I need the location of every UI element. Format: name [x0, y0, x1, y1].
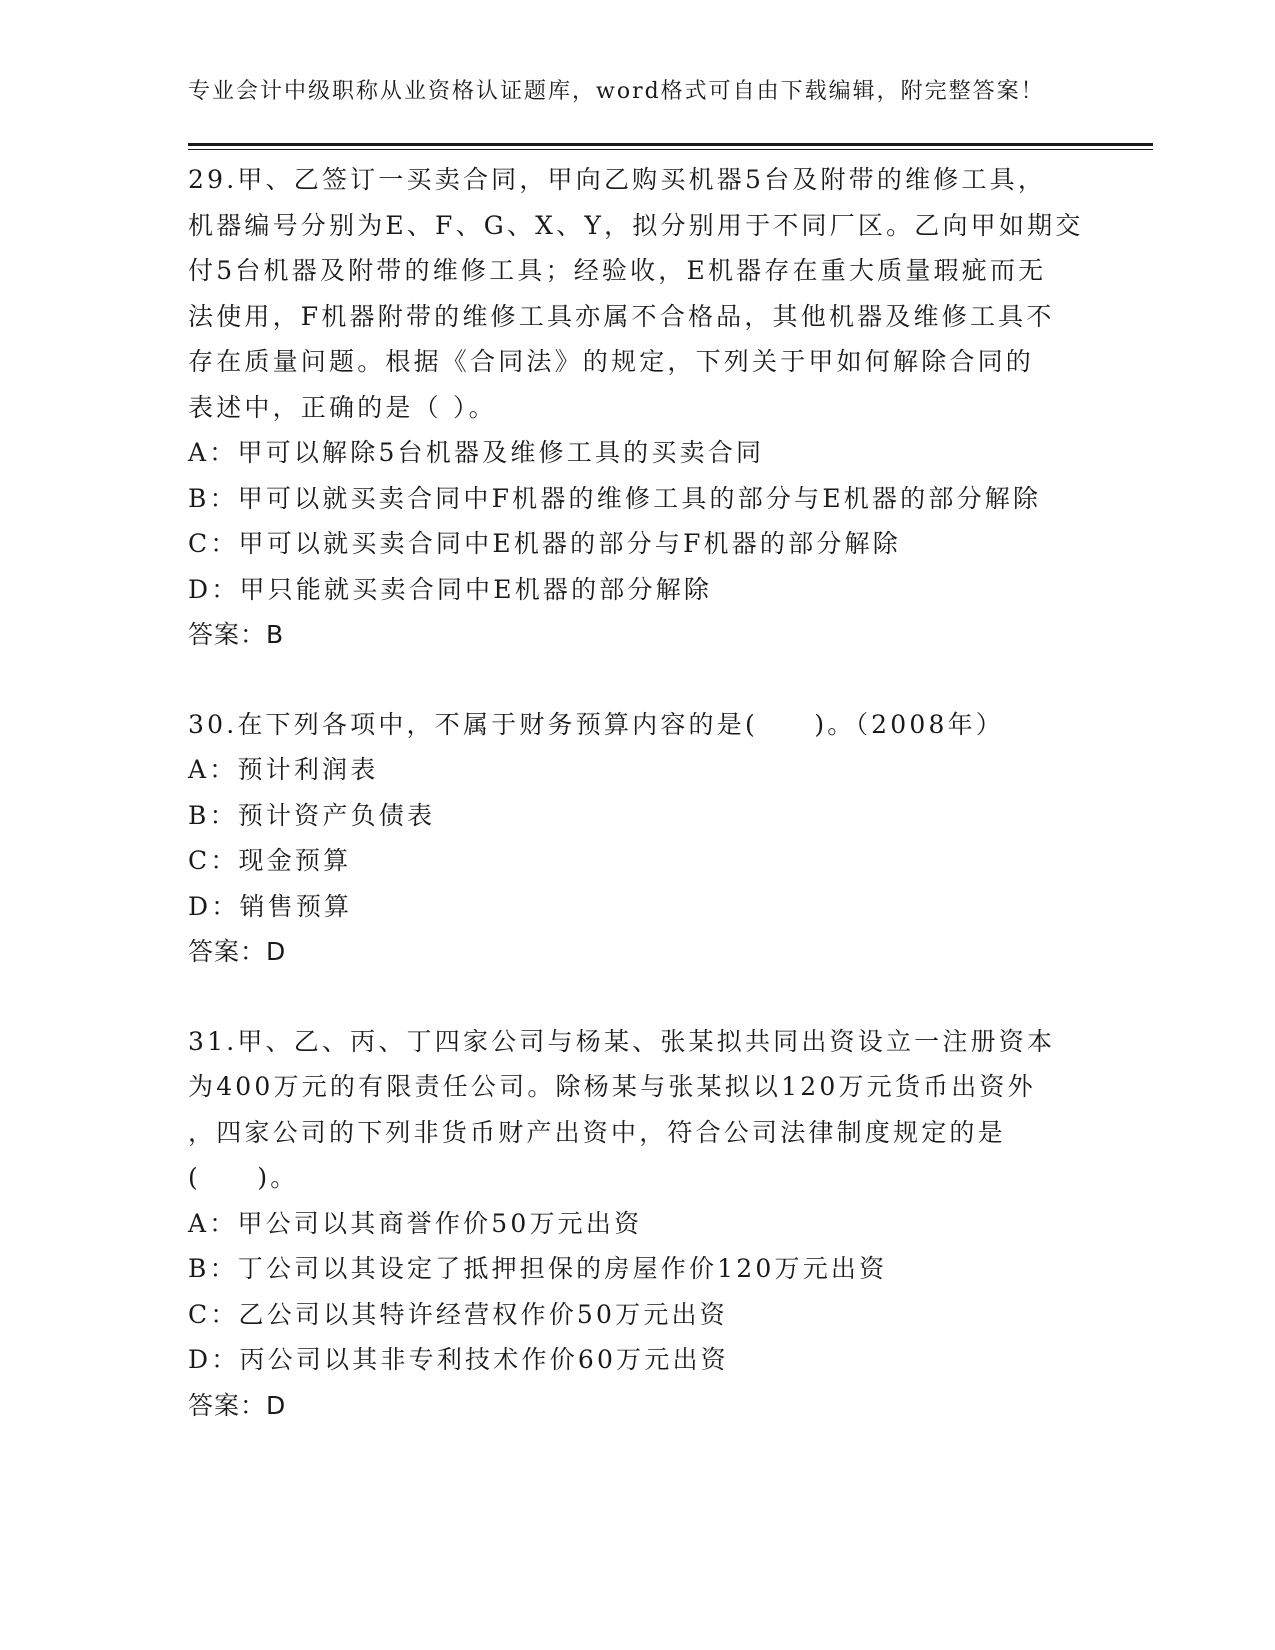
question-29 [188, 157, 1088, 658]
option-d: D：丙公司以其非专利技术作价60万元出资 [188, 1345, 729, 1374]
answer-label: 答案：D [188, 937, 287, 966]
option-b: B：丁公司以其设定了抵押担保的房屋作价120万元出资 [188, 1254, 888, 1283]
question-stem-line: 法使用，F机器附带的维修工具亦属不合格品，其他机器及维修工具不 [188, 301, 1055, 331]
question-stem-line: 付5台机器及附带的维修工具；经验收，E机器存在重大质量瑕疵而无 [188, 256, 1047, 285]
question-list [188, 157, 1088, 1472]
question-30 [188, 702, 1088, 975]
answer-label: 答案：B [188, 620, 285, 649]
option-d: D：销售预算 [188, 891, 353, 921]
question-stem-line: ，四家公司的下列非货币财产出资中，符合公司法律制度规定的是 [188, 1117, 1006, 1147]
option-a: A：预计利润表 [188, 755, 379, 784]
option-b: B：预计资产负债表 [188, 800, 436, 830]
option-a: A：甲可以解除5台机器及维修工具的买卖合同 [188, 438, 765, 467]
page-header: 专业会计中级职称从业资格认证题库，word格式可自由下载编辑，附完整答案！ [188, 79, 1045, 104]
option-d: D：甲只能就买卖合同中E机器的部分解除 [188, 574, 713, 604]
option-b: B：甲可以就买卖合同中F机器的维修工具的部分与E机器的部分解除 [188, 483, 1042, 513]
option-c: C：现金预算 [188, 846, 352, 875]
option-c: C：乙公司以其特许经营权作价50万元出资 [188, 1299, 728, 1329]
option-c: C：甲可以就买卖合同中E机器的部分与F机器的部分解除 [188, 529, 901, 558]
question-stem-line: 存在质量问题。根据《合同法》的规定，下列关于甲如何解除合同的 [188, 347, 1035, 376]
question-31 [188, 1019, 1088, 1429]
question-stem-line: 机器编号分别为E、F、G、X、Y，拟分别用于不同厂区。乙向甲如期交 [188, 210, 1084, 240]
question-stem-line: 29.甲、乙签订一买卖合同，甲向乙购买机器5台及附带的维修工具， [188, 165, 1047, 194]
answer-label: 答案：D [188, 1390, 287, 1420]
question-stem-line: 31.甲、乙、丙、丁四家公司与杨某、张某拟共同出资设立一注册资本 [188, 1026, 1056, 1056]
question-stem-line: ( )。 [188, 1163, 299, 1192]
question-stem-line: 表述中，正确的是（ ）。 [188, 392, 497, 422]
header-divider-thin [188, 149, 1153, 150]
question-stem-line: 为400万元的有限责任公司。除杨某与张某拟以120万元货币出资外 [188, 1072, 1036, 1101]
header-divider-thick [188, 143, 1153, 146]
option-a: A：甲公司以其商誉作价50万元出资 [188, 1208, 643, 1238]
question-stem-line: 30.在下列各项中，不属于财务预算内容的是( )。（2008年） [188, 709, 1004, 739]
